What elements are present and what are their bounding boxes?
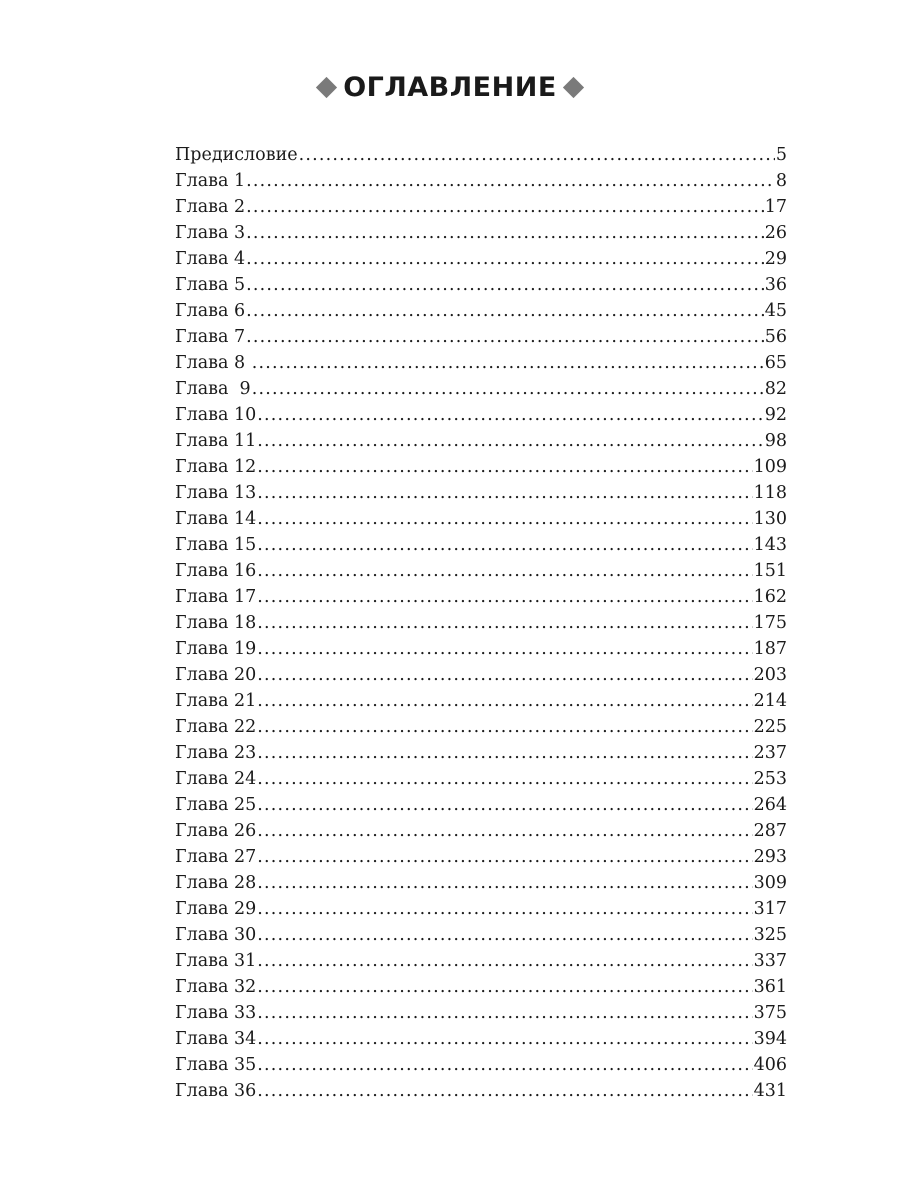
dot-leader xyxy=(257,1000,752,1026)
toc-entry[interactable] xyxy=(175,610,787,636)
toc-entry[interactable] xyxy=(175,740,787,766)
toc-entry[interactable] xyxy=(175,376,787,402)
dot-leader xyxy=(257,610,752,636)
toc-entry-page-number: 237 xyxy=(753,743,787,763)
diamond-left-icon xyxy=(316,77,337,98)
dot-leader xyxy=(257,454,752,480)
toc-entry[interactable] xyxy=(175,532,787,558)
dot-leader xyxy=(257,714,752,740)
toc-entry[interactable] xyxy=(175,792,787,818)
toc-entry-label: Глава 33 xyxy=(175,1003,257,1023)
toc-entry[interactable] xyxy=(175,324,787,350)
toc-entry[interactable] xyxy=(175,298,787,324)
dot-leader xyxy=(257,766,752,792)
toc-entry[interactable] xyxy=(175,428,787,454)
dot-leader xyxy=(257,896,752,922)
dot-leader xyxy=(246,194,764,220)
toc-entry-page-number: 17 xyxy=(764,197,787,217)
toc-entry-page-number: 406 xyxy=(753,1055,787,1075)
toc-entry-label: Глава 8 xyxy=(175,353,251,373)
toc-entry-page-number: 5 xyxy=(775,145,787,165)
toc-entry[interactable] xyxy=(175,636,787,662)
toc-entry-label: Глава 12 xyxy=(175,457,257,477)
toc-entry-label: Глава 21 xyxy=(175,691,257,711)
toc-entry[interactable] xyxy=(175,168,787,194)
toc-entry-label: Глава 9 xyxy=(175,379,251,399)
toc-entry-page-number: 394 xyxy=(753,1029,787,1049)
toc-entry[interactable] xyxy=(175,1052,787,1078)
toc-entry-label: Глава 6 xyxy=(175,301,246,321)
toc-entry[interactable] xyxy=(175,480,787,506)
toc-entry-label: Предисловие xyxy=(175,145,298,165)
toc-entry-label: Глава 3 xyxy=(175,223,246,243)
dot-leader xyxy=(257,844,752,870)
dot-leader xyxy=(257,818,752,844)
dot-leader xyxy=(257,636,752,662)
toc-entry-page-number: 253 xyxy=(753,769,787,789)
toc-entry-label: Глава 29 xyxy=(175,899,257,919)
toc-entry-page-number: 143 xyxy=(753,535,787,555)
toc-entry-page-number: 203 xyxy=(753,665,787,685)
toc-entry-label: Глава 15 xyxy=(175,535,257,555)
toc-entry-label: Глава 31 xyxy=(175,951,257,971)
toc-entry[interactable] xyxy=(175,350,787,376)
toc-entry[interactable] xyxy=(175,584,787,610)
toc-entry-page-number: 151 xyxy=(753,561,787,581)
dot-leader xyxy=(257,922,752,948)
toc-entry-label: Глава 27 xyxy=(175,847,257,867)
dot-leader xyxy=(246,298,764,324)
dot-leader xyxy=(257,506,752,532)
page-title: ОГЛАВЛЕНИЕ xyxy=(343,72,557,103)
toc-entry[interactable] xyxy=(175,948,787,974)
toc-entry-label: Глава 7 xyxy=(175,327,246,347)
toc-entry-page-number: 214 xyxy=(753,691,787,711)
toc-entry[interactable] xyxy=(175,870,787,896)
toc-entry-page-number: 109 xyxy=(753,457,787,477)
toc-entry-label: Глава 22 xyxy=(175,717,257,737)
toc-entry-label: Глава 26 xyxy=(175,821,257,841)
toc-entry[interactable] xyxy=(175,766,787,792)
toc-entry-page-number: 175 xyxy=(753,613,787,633)
toc-entry[interactable] xyxy=(175,1000,787,1026)
toc-entry[interactable] xyxy=(175,246,787,272)
dot-leader xyxy=(257,584,752,610)
toc-entry[interactable] xyxy=(175,714,787,740)
dot-leader xyxy=(257,1052,752,1078)
toc-entry[interactable] xyxy=(175,818,787,844)
toc-entry-label: Глава 19 xyxy=(175,639,257,659)
dot-leader xyxy=(257,480,752,506)
dot-leader xyxy=(257,558,752,584)
dot-leader xyxy=(246,246,764,272)
toc-entry-page-number: 264 xyxy=(753,795,787,815)
dot-leader xyxy=(299,142,775,168)
dot-leader xyxy=(257,688,752,714)
toc-entry-label: Глава 24 xyxy=(175,769,257,789)
dot-leader xyxy=(252,350,764,376)
toc-entry-page-number: 361 xyxy=(753,977,787,997)
toc-entry-page-number: 287 xyxy=(753,821,787,841)
toc-entry-label: Глава 28 xyxy=(175,873,257,893)
dot-leader xyxy=(246,168,775,194)
toc-entry-label: Глава 20 xyxy=(175,665,257,685)
toc-entry[interactable] xyxy=(175,896,787,922)
toc-entry-label: Глава 1 xyxy=(175,171,246,191)
toc-entry-label: Глава 2 xyxy=(175,197,246,217)
toc-entry-page-number: 130 xyxy=(753,509,787,529)
toc-entry-label: Глава 23 xyxy=(175,743,257,763)
toc-entry-label: Глава 34 xyxy=(175,1029,257,1049)
dot-leader xyxy=(257,402,763,428)
dot-leader xyxy=(252,376,764,402)
toc-entry[interactable] xyxy=(175,922,787,948)
toc-entry-label: Глава 35 xyxy=(175,1055,257,1075)
dot-leader xyxy=(257,1026,752,1052)
toc-entry-label: Глава 17 xyxy=(175,587,257,607)
page-title-row xyxy=(0,72,900,103)
toc-entry-page-number: 98 xyxy=(764,431,787,451)
toc-entry-page-number: 317 xyxy=(753,899,787,919)
toc-entry-label: Глава 30 xyxy=(175,925,257,945)
toc-entry-page-number: 309 xyxy=(753,873,787,893)
toc-entry-label: Глава 16 xyxy=(175,561,257,581)
toc-entry-label: Глава 25 xyxy=(175,795,257,815)
dot-leader xyxy=(257,532,752,558)
toc-entry[interactable] xyxy=(175,272,787,298)
toc-entry[interactable] xyxy=(175,1026,787,1052)
toc-entry[interactable] xyxy=(175,506,787,532)
toc-entry-page-number: 431 xyxy=(753,1081,787,1101)
dot-leader xyxy=(246,220,764,246)
toc-entry-label: Глава 10 xyxy=(175,405,257,425)
toc-entry-page-number: 29 xyxy=(764,249,787,269)
toc-entry-page-number: 187 xyxy=(753,639,787,659)
dot-leader xyxy=(257,948,752,974)
dot-leader xyxy=(257,740,752,766)
toc-entry[interactable] xyxy=(175,1078,787,1104)
toc-entry-page-number: 118 xyxy=(753,483,787,503)
toc-entry-page-number: 56 xyxy=(764,327,787,347)
toc-entry-label: Глава 36 xyxy=(175,1081,257,1101)
toc-entry[interactable] xyxy=(175,454,787,480)
dot-leader xyxy=(257,870,752,896)
diamond-right-icon xyxy=(563,77,584,98)
toc-entry-page-number: 375 xyxy=(753,1003,787,1023)
dot-leader xyxy=(246,272,764,298)
dot-leader xyxy=(246,324,764,350)
toc-entry-label: Глава 32 xyxy=(175,977,257,997)
toc-entry[interactable] xyxy=(175,974,787,1000)
toc-entry-page-number: 26 xyxy=(764,223,787,243)
toc-entry[interactable] xyxy=(175,844,787,870)
dot-leader xyxy=(257,792,752,818)
dot-leader xyxy=(257,428,763,454)
toc-entry-page-number: 337 xyxy=(753,951,787,971)
toc-entry-page-number: 65 xyxy=(764,353,787,373)
toc-entry-page-number: 225 xyxy=(753,717,787,737)
toc-entry-page-number: 45 xyxy=(764,301,787,321)
table-of-contents xyxy=(175,142,787,1104)
toc-entry[interactable] xyxy=(175,688,787,714)
toc-entry[interactable] xyxy=(175,402,787,428)
toc-entry[interactable] xyxy=(175,662,787,688)
toc-entry-page-number: 36 xyxy=(764,275,787,295)
toc-entry-page-number: 162 xyxy=(753,587,787,607)
toc-entry-page-number: 293 xyxy=(753,847,787,867)
toc-entry-page-number: 325 xyxy=(753,925,787,945)
dot-leader xyxy=(257,1078,752,1104)
toc-entry-label: Глава 18 xyxy=(175,613,257,633)
toc-entry-label: Глава 14 xyxy=(175,509,257,529)
toc-entry-page-number: 8 xyxy=(775,171,787,191)
toc-entry[interactable] xyxy=(175,558,787,584)
toc-entry-page-number: 92 xyxy=(764,405,787,425)
toc-entry-page-number: 82 xyxy=(764,379,787,399)
toc-entry-label: Глава 5 xyxy=(175,275,246,295)
toc-entry-label: Глава 11 xyxy=(175,431,257,451)
dot-leader xyxy=(257,974,752,1000)
toc-entry[interactable] xyxy=(175,194,787,220)
toc-entry-label: Глава 13 xyxy=(175,483,257,503)
dot-leader xyxy=(257,662,752,688)
toc-entry[interactable] xyxy=(175,220,787,246)
toc-entry-label: Глава 4 xyxy=(175,249,246,269)
toc-entry[interactable] xyxy=(175,142,787,168)
